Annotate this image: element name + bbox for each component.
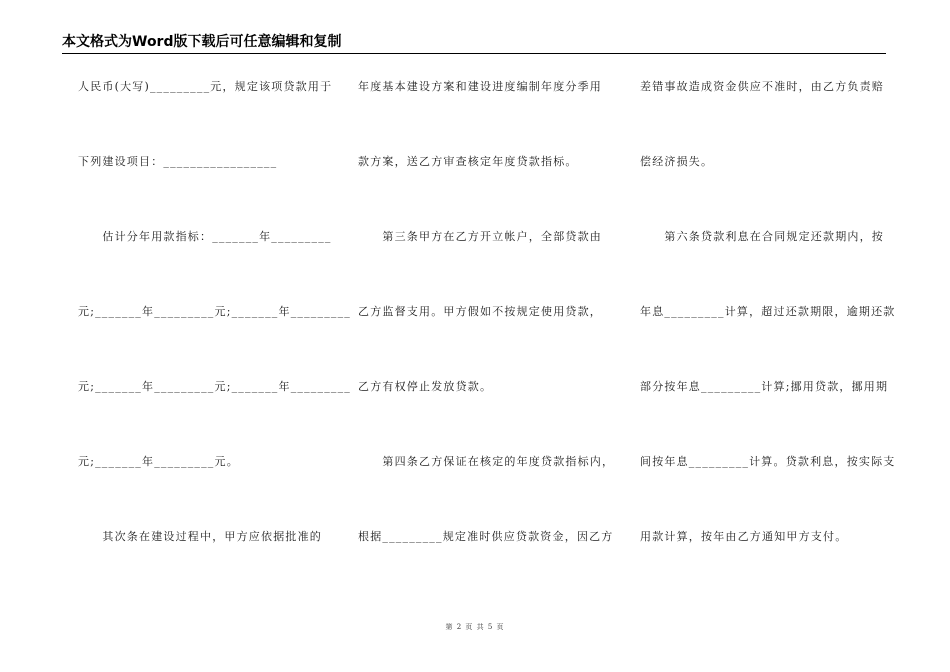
text-line: 下列建设项目：_________________ [78, 155, 278, 168]
page-number: 第 2 页 共 5 页 [445, 623, 505, 631]
text-line: 元;_______年_________元。 [78, 455, 239, 468]
text-line: 元;_______年_________元;_______年_________ [78, 380, 352, 393]
text-line: 用款计算，按年由乙方通知甲方支付。 [640, 530, 848, 543]
text-line: 乙方监督支用。甲方假如不按规定使用贷款， [358, 305, 602, 318]
text-line: 第四条乙方保证在核定的年度贷款指标内， [358, 455, 615, 468]
text-line: 第六条贷款利息在合同规定还款期内，按 [640, 230, 884, 243]
text-line: 根据_________规定准时供应贷款资金，因乙方 [358, 530, 614, 543]
header-rule [62, 53, 886, 54]
text-line: 估计分年用款指标：_______年_________ [78, 230, 332, 243]
text-line: 间按年息_________计算。贷款利息，按实际支 [640, 455, 896, 468]
text-line: 乙方有权停止发放贷款。 [358, 380, 493, 393]
header-title: 本文格式为Word版下载后可任意编辑和复制 [62, 34, 342, 50]
text-line: 偿经济损失。 [640, 155, 714, 168]
document-header [62, 33, 886, 53]
text-line: 款方案，送乙方审查核定年度贷款指标。 [358, 155, 578, 168]
text-line: 差错事故造成资金供应不准时，由乙方负责赔 [640, 80, 884, 93]
text-line: 年息_________计算，超过还款期限，逾期还款 [640, 305, 896, 318]
text-line: 第三条甲方在乙方开立帐户，全部贷款由 [358, 230, 602, 243]
text-line: 部分按年息_________计算;挪用贷款，挪用期 [640, 380, 889, 393]
text-line: 人民币(大写)_________元，规定该项贷款用于 [78, 80, 333, 93]
text-line: 元;_______年_________元;_______年_________ [78, 305, 352, 318]
text-line: 年度基本建设方案和建设进度编制年度分季用 [358, 80, 602, 93]
text-line: 其次条在建设过程中，甲方应依据批准的 [78, 530, 322, 543]
